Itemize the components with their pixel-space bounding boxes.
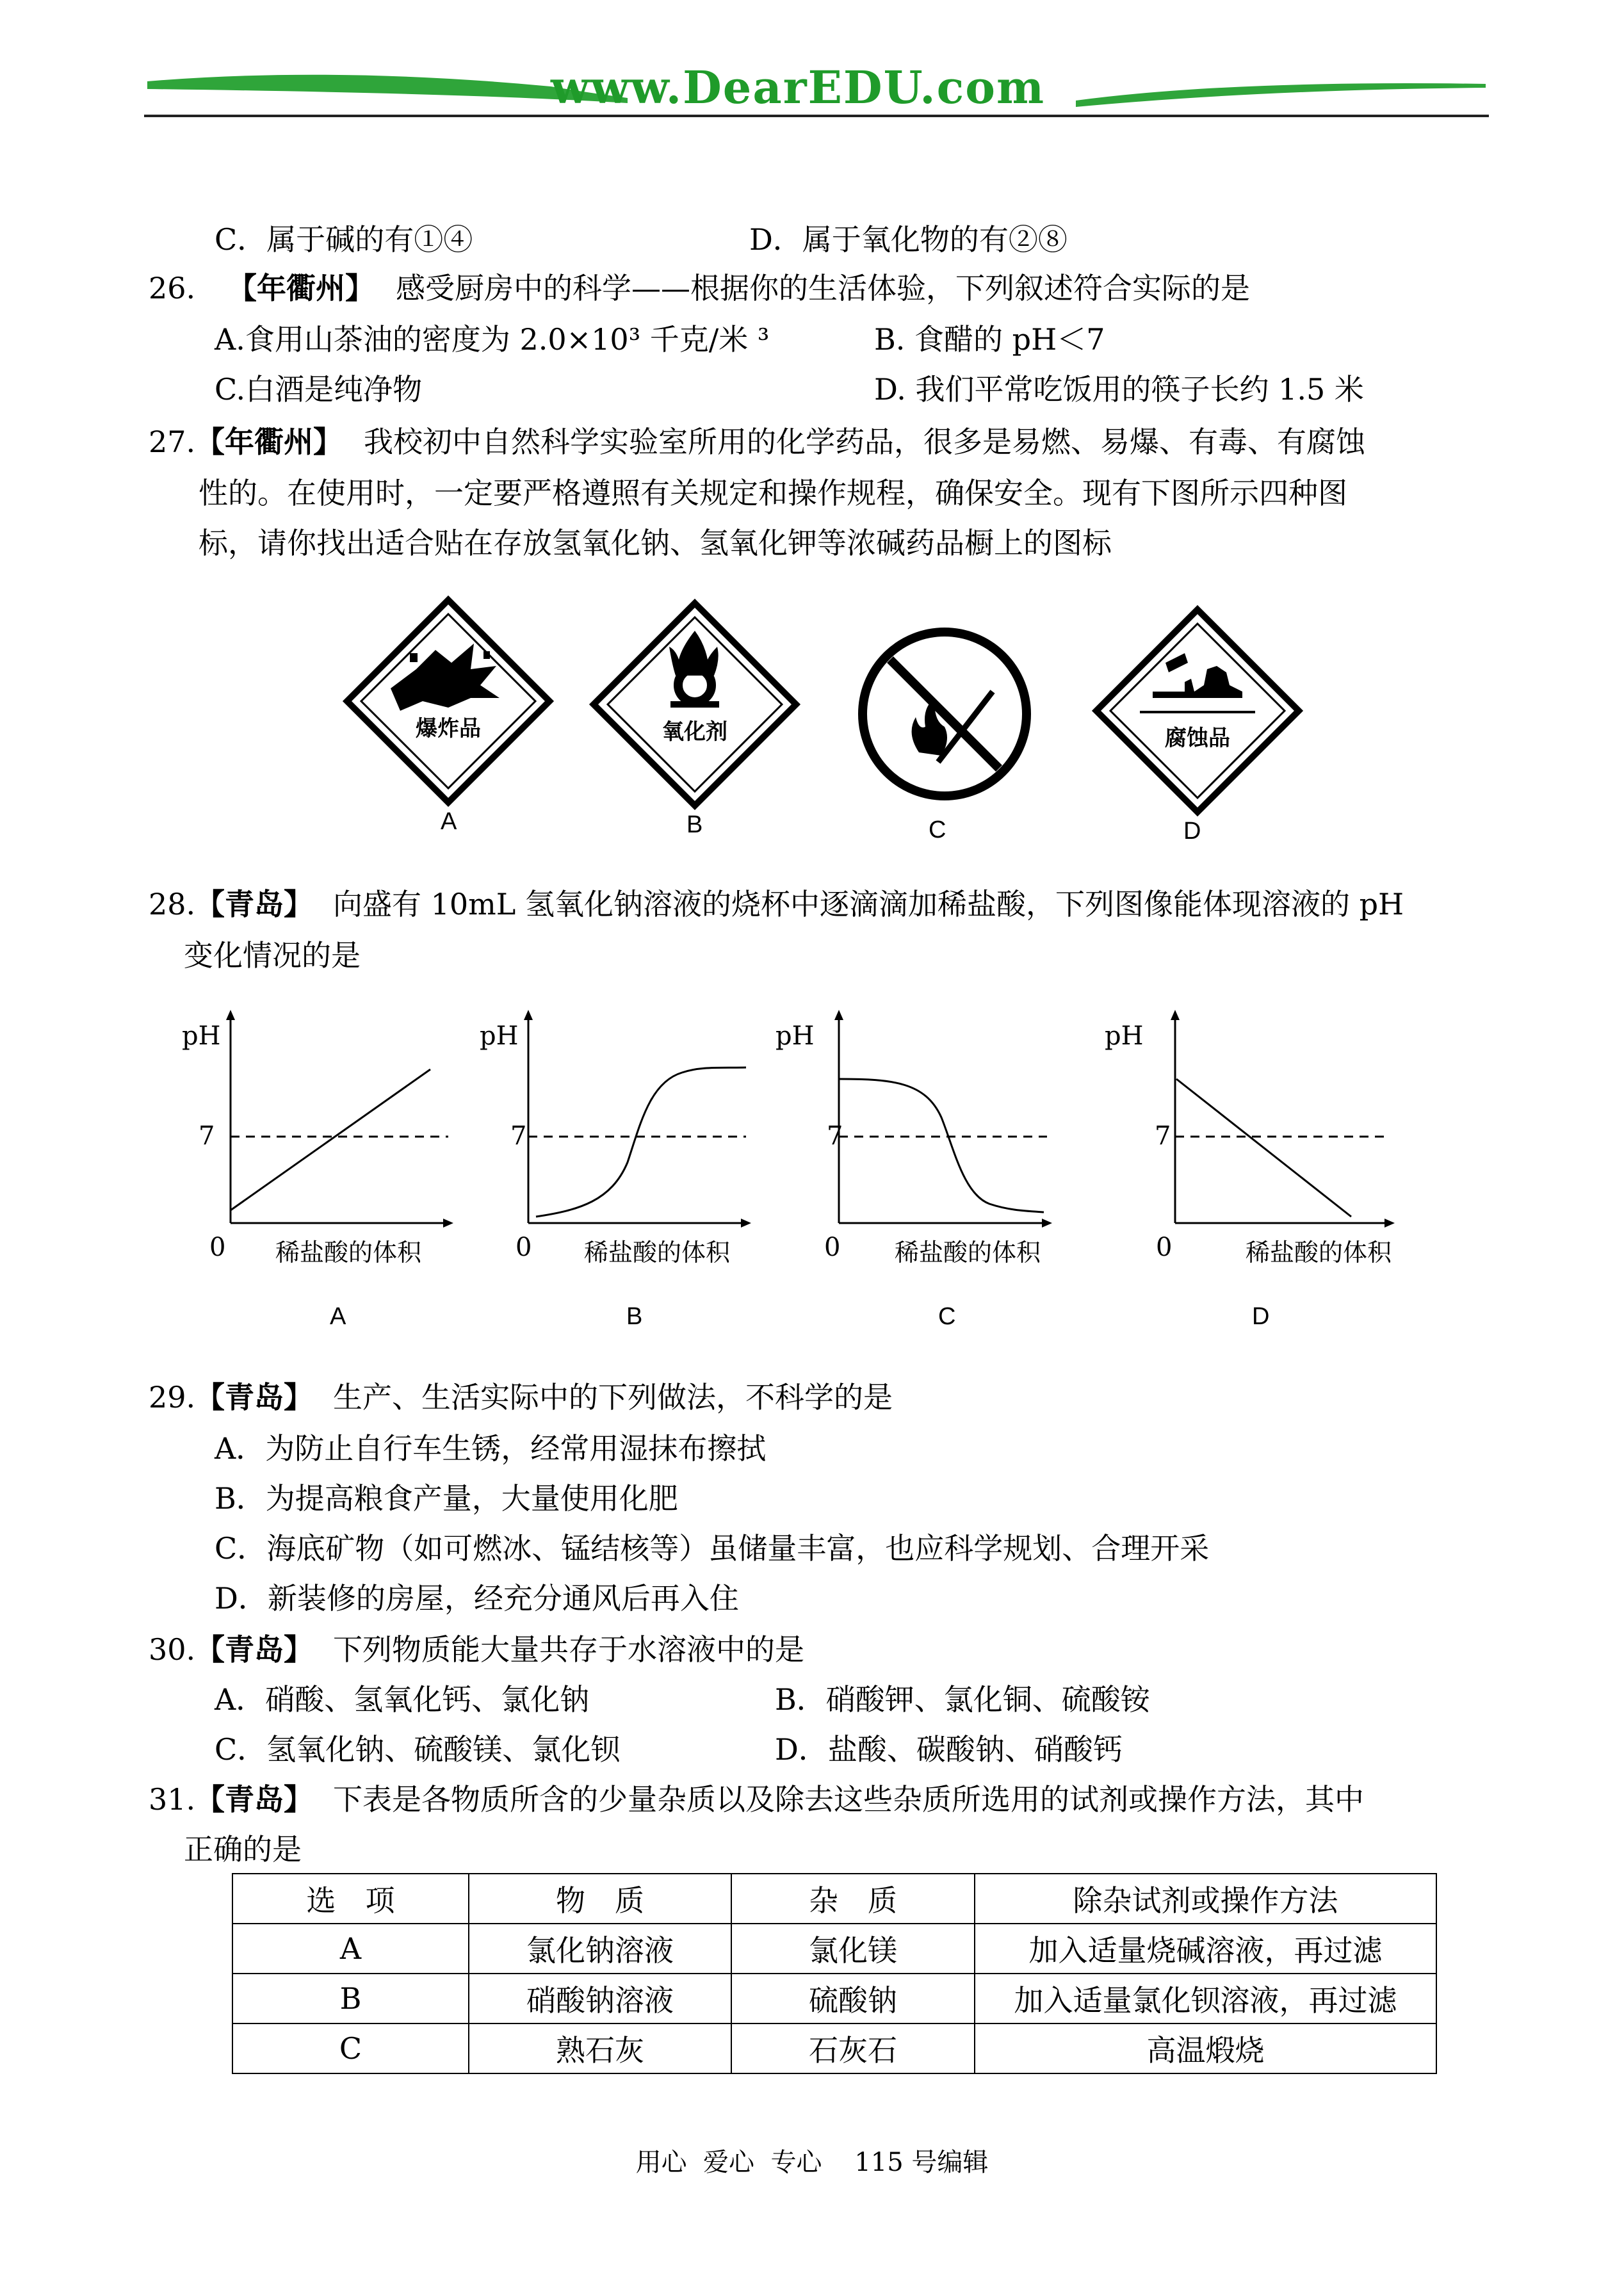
ph-graph-c-xlabel: 稀盐酸的体积 [895,1240,1041,1267]
table-cell: 加入适量氯化钡溶液，再过滤 [975,1974,1436,2023]
q30-number: 30. [149,1632,196,1667]
q30-option-a: A．硝酸、氢氧化钙、氯化钠 [215,1682,590,1717]
ph-graph-b-ylabel: pH [480,1021,519,1051]
q25-option-d: D．属于氧化物的有②⑧ [749,222,1068,257]
q29-option-a: A．为防止自行车生锈，经常用湿抹布擦拭 [215,1431,767,1466]
header-logo [141,61,1492,131]
table-header-cell: 杂 质 [731,1874,975,1924]
ph-curve-d [1176,1079,1351,1217]
q30-stem: 下列物质能大量共存于水溶液中的是 [333,1632,804,1667]
ph-graph-c-ylabel: pH [775,1021,815,1051]
q31-tag: 【青岛】 [195,1782,313,1817]
q30-option-d: D．盐酸、碳酸钠、硝酸钙 [775,1732,1123,1767]
q28-line-2: 变化情况的是 [184,938,361,973]
table-cell: 氯化钠溶液 [469,1924,731,1974]
hazard-sign-no-fire [855,624,1034,804]
ph-graph-d-origin: 0 [1156,1233,1173,1262]
ph-graph-d-seven: 7 [1155,1121,1171,1151]
ph-graph-d-xlabel: 稀盐酸的体积 [1246,1240,1392,1267]
q29-number: 29. [149,1380,196,1415]
table-cell: 硫酸钠 [731,1974,975,2023]
ph-graph-d-ylabel: pH [1105,1021,1144,1051]
ph-graph-c-origin: 0 [824,1233,841,1262]
table-header-cell: 物 质 [469,1874,731,1924]
ph-graph-c [772,1009,1066,1290]
hazard-sign-label-d: 腐蚀品 [1165,726,1230,751]
ph-graph-d [1098,1009,1406,1290]
ph-graph-a-ylabel: pH [182,1021,221,1051]
q30-tag: 【青岛】 [195,1632,313,1667]
table-row [232,1974,1436,2023]
ph-graph-a-origin: 0 [209,1233,226,1262]
table-cell: B [232,1974,469,2023]
ph-graph-a-xlabel: 稀盐酸的体积 [275,1240,422,1267]
ph-graph-a [179,1009,474,1290]
ph-graph-d-letter: D [1252,1303,1270,1330]
hazard-sign-oxidizer [586,596,804,813]
q29-option-c: C．海底矿物（如可燃冰、锰结核等）虽储量丰富，也应科学规划、合理开采 [215,1531,1210,1566]
q26-stem: 感受厨房中的科学——根据你的生活体验，下列叙述符合实际的是 [396,271,1250,305]
q26-option-c: C.白酒是纯净物 [215,372,423,407]
q25-option-c: C．属于碱的有①④ [215,222,473,257]
q28-line-1: 向盛有 10mL 氢氧化钠溶液的烧杯中逐滴滴加稀盐酸，下列图像能体现溶液的 pH [333,887,1404,921]
q26-number: 26. [149,271,196,305]
ph-curve-b [536,1067,746,1217]
q27-line-2: 性的。在使用时，一定要严格遵照有关规定和操作规程，确保安全。现有下图所示四种图 [199,476,1347,510]
q29-stem: 生产、生活实际中的下列做法，不科学的是 [333,1380,893,1415]
table-cell: C [232,2023,469,2073]
hazard-sign-label-b: 氧化剂 [662,719,727,745]
table-cell: A [232,1924,469,1974]
table-cell: 高温煅烧 [975,2023,1436,2073]
q26-option-d: D. 我们平常吃饭用的筷子长约 1.5 米 [874,372,1364,407]
q28-tag: 【青岛】 [195,887,313,921]
ph-graph-b-seven: 7 [510,1121,527,1151]
ph-graph-b-letter: B [626,1303,643,1330]
table-row [232,2023,1436,2073]
hazard-sign-label-a: 爆炸品 [416,716,481,742]
table-header-cell: 除杂试剂或操作方法 [975,1874,1436,1924]
ph-graph-b-xlabel: 稀盐酸的体积 [584,1240,731,1267]
table-header-row [232,1874,1436,1924]
q27-number: 27. [149,425,196,459]
table-cell: 石灰石 [731,2023,975,2073]
q26-tag: 【年衢州】 [227,271,375,305]
table-cell: 加入适量烧碱溶液，再过滤 [975,1924,1436,1974]
q26-option-b: B. 食醋的 pH＜7 [874,322,1105,357]
q28-number: 28. [149,887,196,921]
ph-graph-c-seven: 7 [827,1121,843,1151]
ph-graph-a-letter: A [330,1303,346,1330]
table-row [232,1924,1436,1974]
q31-number: 31. [149,1782,196,1817]
q27-line-1: 我校初中自然科学实验室所用的化学药品，很多是易燃、易爆、有毒、有腐蚀 [364,425,1365,459]
q27-tag: 【年衢州】 [195,425,343,459]
q29-tag: 【青岛】 [195,1380,313,1415]
q26-option-a: A.食用山茶油的密度为 2.0×10³ 千克/米 ³ [215,322,770,357]
ph-curve-a [231,1069,430,1210]
q30-option-c: C．氢氧化钠、硫酸镁、氯化钡 [215,1732,621,1767]
q29-option-d: D．新装修的房屋，经充分通风后再入住 [215,1581,739,1616]
q27-line-3: 标，请你找出适合贴在存放氢氧化钠、氢氧化钾等浓碱药品橱上的图标 [199,526,1112,560]
q31-line-1: 下表是各物质所含的少量杂质以及除去这些杂质所选用的试剂或操作方法，其中 [333,1782,1364,1817]
hazard-letter-b: B [686,811,703,838]
ph-curve-c [839,1079,1044,1212]
table-header-cell: 选 项 [232,1874,469,1924]
q30-option-b: B．硝酸钾、氯化铜、硫酸铵 [775,1682,1150,1717]
hazard-letter-c: C [929,816,946,843]
ph-graph-c-letter: C [938,1303,956,1330]
ph-graph-b [477,1009,772,1290]
hazard-sign-explosive [339,592,557,810]
impurity-table [232,1873,1437,2074]
hazard-sign-corrosive [1089,602,1306,820]
table-cell: 硝酸钠溶液 [469,1974,731,2023]
ph-graph-b-origin: 0 [516,1233,532,1262]
ph-graph-a-seven: 7 [199,1121,215,1151]
table-cell: 熟石灰 [469,2023,731,2073]
page-footer: 用心 爱心 专心 115 号编辑 [635,2148,989,2177]
hazard-letter-a: A [441,808,457,835]
hazard-letter-d: D [1183,818,1201,845]
table-cell: 氯化镁 [731,1924,975,1974]
q29-option-b: B．为提高粮食产量，大量使用化肥 [215,1481,678,1516]
site-logo-text: www.DearEDU.com [551,61,1046,114]
q31-line-2: 正确的是 [184,1832,302,1867]
